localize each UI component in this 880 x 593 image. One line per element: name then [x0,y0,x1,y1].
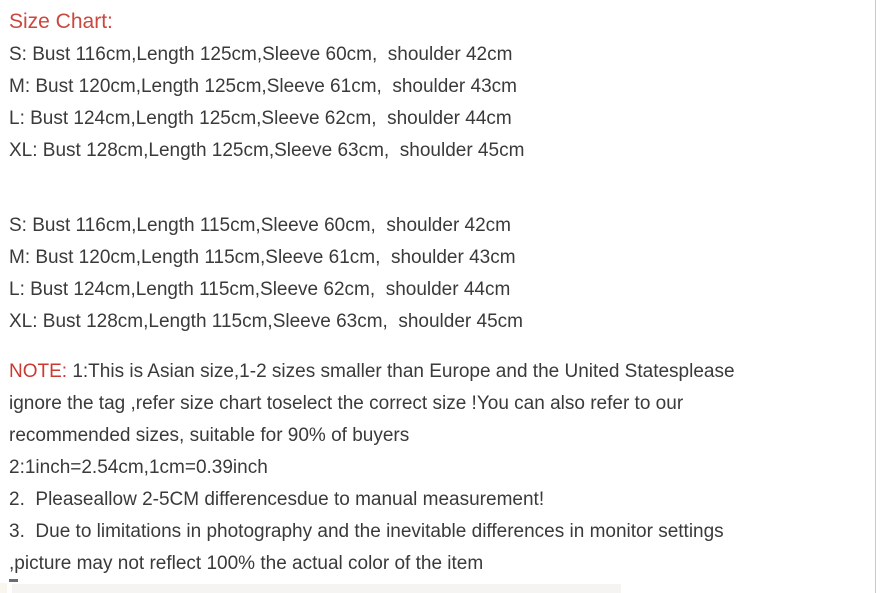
note-line-1 [9,356,880,388]
size-row-xl: XL: Bust 128cm,Length 115cm,Sleeve 63cm, shoulder 45cm [9,311,523,332]
bottom-left-sliver [0,583,7,593]
size-chart-block-length-115 [9,210,880,338]
note-line-5: 2. Pleaseallow 2-5CM differencesdue to manual measurement! [9,489,545,510]
page-title: Size Chart: [9,10,113,33]
note-line-2: ignore the tag ,refer size chart toselect the correct size !You can also refer to our [9,393,684,414]
size-row-m: M: Bust 120cm,Length 115cm,Sleeve 61cm, shoulder 43cm [9,247,516,268]
note-line-3: recommended sizes, suitable for 90% of buyers [9,425,410,446]
next-image-top-edge [9,579,18,582]
note-line-7: ,picture may not reflect 100% the actual color of the item [9,553,484,574]
size-row-l: L: Bust 124cm,Length 115cm,Sleeve 62cm, shoulder 44cm [9,279,511,300]
note-line-1-text: 1:This is Asian size,1-2 sizes smaller than Europe and the United Statesplease [67,361,735,382]
note-line-6: 3. Due to limitations in photography and the inevitable differences in monitor settings [9,521,724,542]
content-right-border [875,0,876,593]
size-chart-block-length-125 [9,39,880,167]
size-row-m: M: Bust 120cm,Length 125cm,Sleeve 61cm, shoulder 43cm [9,76,517,97]
size-row-l: L: Bust 124cm,Length 125cm,Sleeve 62cm, shoulder 44cm [9,108,512,129]
size-row-s: S: Bust 116cm,Length 115cm,Sleeve 60cm, shoulder 42cm [9,215,512,236]
size-row-xl: XL: Bust 128cm,Length 125cm,Sleeve 63cm, shoulder 45cm [9,140,525,161]
next-section-top-bar [12,584,621,593]
size-row-s: S: Bust 116cm,Length 125cm,Sleeve 60cm, shoulder 42cm [9,44,513,65]
note-label: NOTE: [9,361,68,382]
note-line-4: 2:1inch=2.54cm,1cm=0.39inch [9,457,268,478]
note-block [9,356,880,580]
